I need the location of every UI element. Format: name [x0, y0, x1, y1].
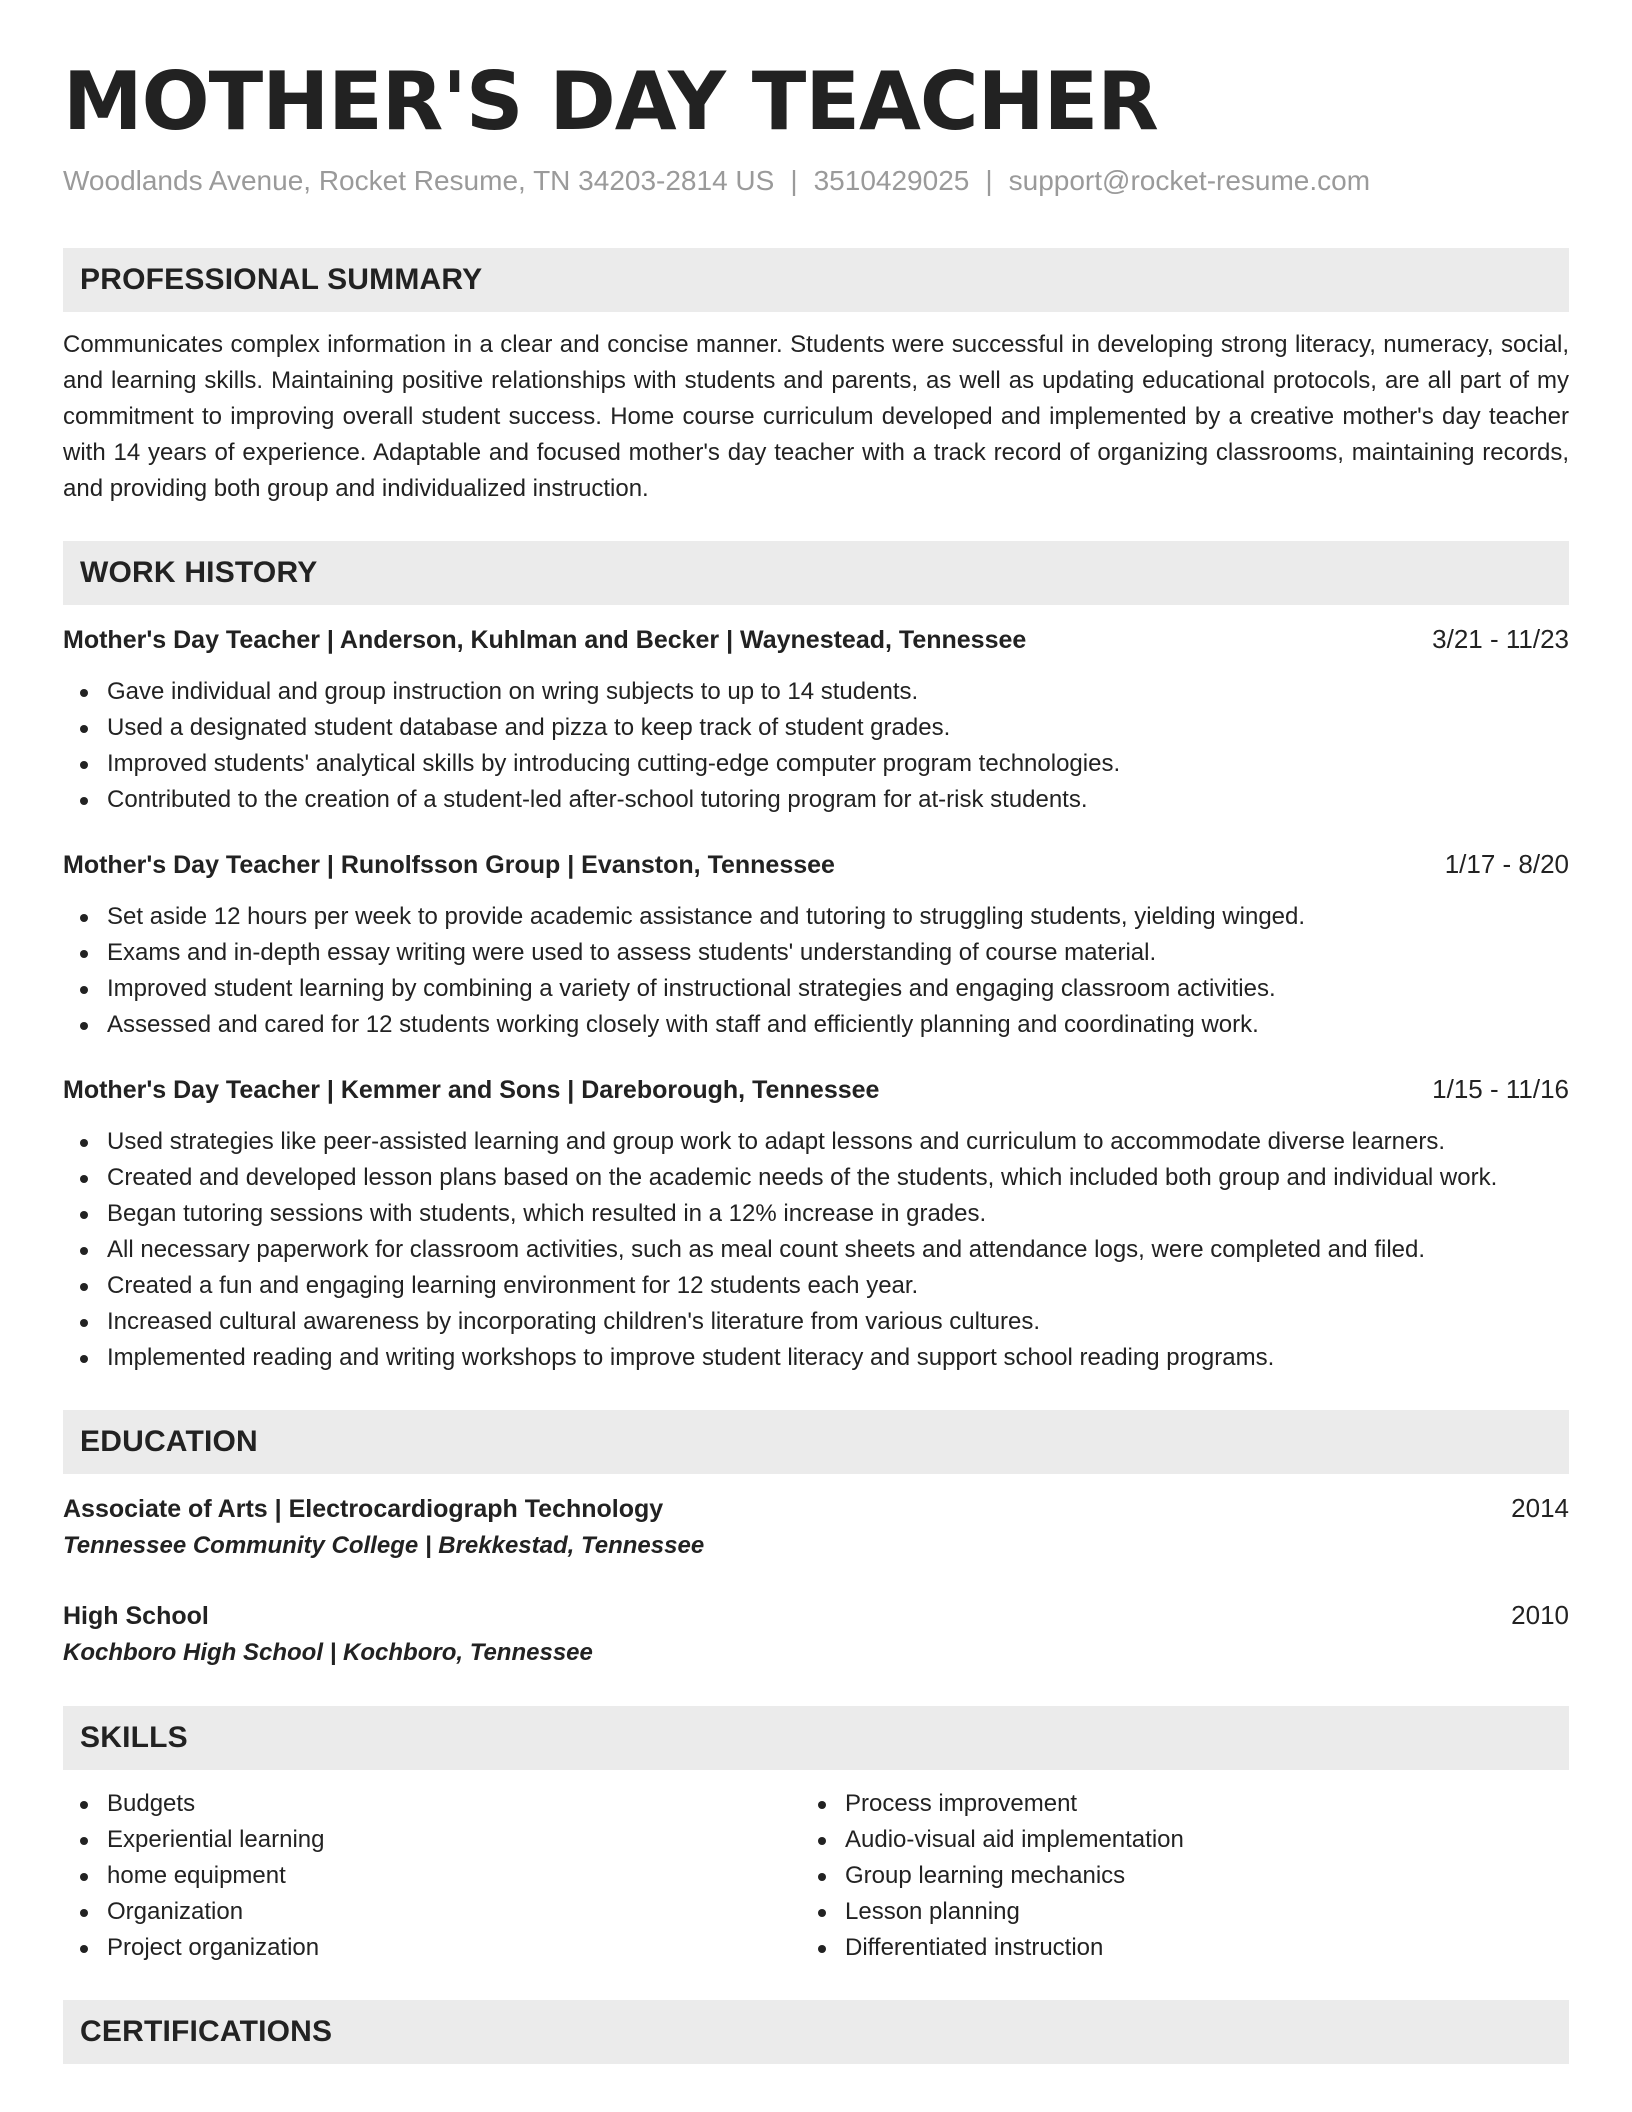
contact-separator: |: [790, 165, 798, 196]
job-bullets: [63, 1124, 1569, 1376]
job-bullet: Increased cultural awareness by incorporating children's literature from various cultures.: [63, 1304, 1569, 1340]
skill-item: Experiential learning: [63, 1822, 801, 1858]
job-dates: 1/15 - 11/16: [1432, 1074, 1569, 1104]
section-header-certifications: [63, 2000, 1569, 2064]
summary-text: Communicates complex information in a clear and concise manner. Students were successful in developing strong literacy, numeracy, social, and learning skills. Maintaining positive relationships with students and parents, as well as updating educational protocols, are all part of my commitment to improving overall student success. Home course curriculum developed and implemented by a creative mother's day teacher with 14 years of experience. Adaptable and focused mother's day teacher with a track record of organizing classrooms, maintaining records, and providing both group and individualized instruction.: [63, 331, 1569, 502]
skill-item: Process improvement: [801, 1786, 1184, 1822]
job-bullet: Assessed and cared for 12 students working closely with staff and efficiently planning and coordinating work.: [63, 1007, 1569, 1043]
skill-item: Audio-visual aid implementation: [801, 1822, 1184, 1858]
job-bullet: Gave individual and group instruction on wring subjects to up to 14 students.: [63, 674, 1569, 710]
job-bullet: Set aside 12 hours per week to provide academic assistance and tutoring to struggling students, yielding winged.: [63, 899, 1569, 935]
job-entry: [63, 846, 1569, 1043]
section-title: SKILLS: [80, 1721, 188, 1754]
skill-item: Lesson planning: [801, 1894, 1184, 1930]
contact-email[interactable]: support@rocket-resume.com: [1008, 165, 1371, 196]
section-header-work-history: [63, 541, 1569, 605]
job-bullets: [63, 674, 1569, 818]
job-bullet: Used strategies like peer-assisted learning and group work to adapt lessons and curriculum to accommodate diverse learners.: [63, 1124, 1569, 1160]
job-bullet: Contributed to the creation of a student-led after-school tutoring program for at-risk students.: [63, 782, 1569, 818]
job-entry: [63, 1071, 1569, 1376]
education-school: Kochboro High School | Kochboro, Tennessee: [63, 1639, 593, 1666]
job-bullet: Implemented reading and writing workshops to improve student literacy and support school reading programs.: [63, 1340, 1569, 1376]
skills-column-left: [63, 1786, 801, 1966]
resume-name: MOTHER'S DAY TEACHER: [63, 55, 1158, 148]
job-bullet: Began tutoring sessions with students, which resulted in a 12% increase in grades.: [63, 1196, 1569, 1232]
skill-item: Group learning mechanics: [801, 1858, 1184, 1894]
job-bullet: All necessary paperwork for classroom activities, such as meal count sheets and attendance logs, were completed and filed.: [63, 1232, 1569, 1268]
contact-phone: 3510429025: [813, 165, 970, 196]
skill-item: home equipment: [63, 1858, 801, 1894]
section-header-education: [63, 1410, 1569, 1474]
skill-item: Differentiated instruction: [801, 1930, 1184, 1966]
section-title: EDUCATION: [80, 1425, 258, 1458]
education-year: 2014: [1511, 1493, 1569, 1523]
education-degree: High School: [63, 1602, 209, 1630]
section-header-skills: [63, 1706, 1569, 1770]
job-header: [63, 1071, 1569, 1108]
job-bullet: Created a fun and engaging learning environment for 12 students each year.: [63, 1268, 1569, 1304]
contact-separator: |: [985, 165, 993, 196]
skill-item: Organization: [63, 1894, 801, 1930]
education-header: [63, 1490, 1569, 1527]
job-heading: Mother's Day Teacher | Kemmer and Sons | Dareborough, Tennessee: [63, 1076, 880, 1104]
job-dates: 3/21 - 11/23: [1432, 624, 1569, 654]
job-heading: Mother's Day Teacher | Runolfsson Group | Evanston, Tennessee: [63, 851, 835, 879]
education-year: 2010: [1511, 1600, 1569, 1630]
section-header-summary: [63, 248, 1569, 312]
job-header: [63, 621, 1569, 658]
education-school: Tennessee Community College | Brekkestad, Tennessee: [63, 1532, 705, 1559]
job-entry: [63, 621, 1569, 818]
job-bullets: [63, 899, 1569, 1043]
education-entry: [63, 1597, 1569, 1672]
education-degree: Associate of Arts | Electrocardiograph Technology: [63, 1495, 664, 1523]
job-bullet: Exams and in-depth essay writing were used to assess students' understanding of course material.: [63, 935, 1569, 971]
section-title: PROFESSIONAL SUMMARY: [80, 263, 483, 296]
job-bullet: Improved students' analytical skills by introducing cutting-edge computer program technologies.: [63, 746, 1569, 782]
skill-item: Budgets: [63, 1786, 801, 1822]
skills-list: [63, 1786, 1569, 1966]
education-entry: [63, 1490, 1569, 1565]
education-header: [63, 1597, 1569, 1634]
job-bullet: Created and developed lesson plans based on the academic needs of the students, which included both group and individual work.: [63, 1160, 1569, 1196]
skill-item: Project organization: [63, 1930, 801, 1966]
job-bullet: Used a designated student database and pizza to keep track of student grades.: [63, 710, 1569, 746]
job-header: [63, 846, 1569, 883]
contact-line: [63, 164, 1569, 198]
section-title: WORK HISTORY: [80, 556, 318, 589]
job-bullet: Improved student learning by combining a variety of instructional strategies and engaging classroom activities.: [63, 971, 1569, 1007]
section-title: CERTIFICATIONS: [80, 2015, 333, 2048]
job-heading: Mother's Day Teacher | Anderson, Kuhlman and Becker | Waynestead, Tennessee: [63, 626, 1027, 654]
job-dates: 1/17 - 8/20: [1444, 849, 1569, 879]
contact-address: Woodlands Avenue, Rocket Resume, TN 34203-2814 US: [63, 165, 775, 196]
skills-column-right: [801, 1786, 1184, 1966]
